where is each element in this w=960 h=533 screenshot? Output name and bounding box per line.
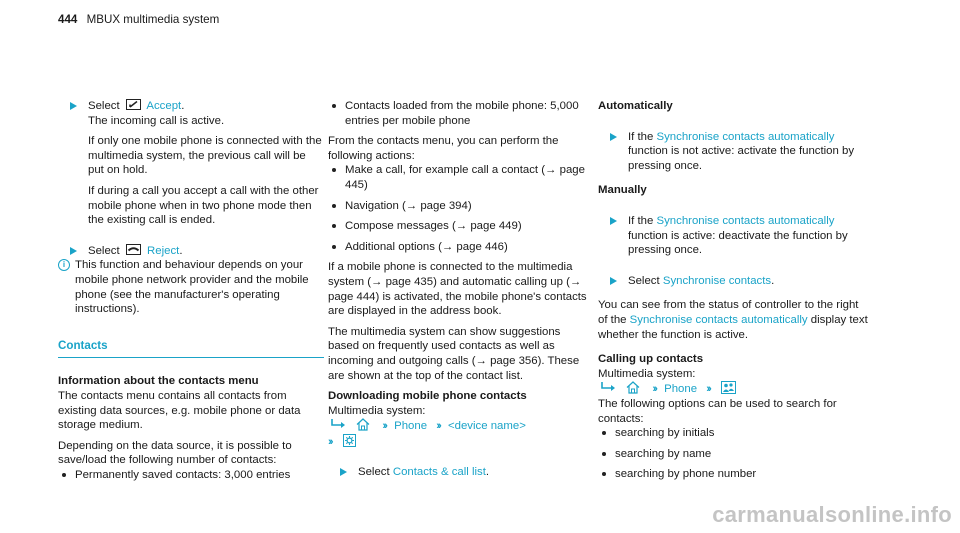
status-text: You can see from the status of controller to the right of the Synchronise contacts automatically display text whether the function is active.: [598, 299, 868, 341]
chevron-right-icon: ››: [328, 435, 332, 448]
info-note: i This function and behaviour depends on your mobile phone network provider and the mobile phone (see the manufacturer's operating instructions).: [58, 258, 324, 316]
ms-label: Multimedia system:: [598, 367, 696, 380]
step-arrow-icon: [610, 277, 617, 285]
list-item: Navigation (→ page 394): [328, 199, 590, 214]
manual-heading: Manually: [598, 184, 647, 197]
reject-label[interactable]: Reject: [147, 244, 180, 257]
list-item: Permanently saved contacts: 3,000 entries: [58, 468, 324, 483]
ms-label: Multimedia system:: [328, 404, 426, 417]
list-item: searching by initials: [598, 426, 868, 441]
download-heading: Downloading mobile phone contacts: [328, 390, 527, 403]
step-arrow-icon: [70, 247, 77, 255]
following-text: The following options can be used to search for contacts:: [598, 397, 837, 425]
step-auto: If the Synchronise contacts automatically function is not active: activate the function by pressing once.: [598, 130, 868, 174]
auto-heading: Automatically: [598, 100, 673, 112]
contacts-icon: [721, 381, 736, 394]
sync-contacts-label[interactable]: Synchronise contacts: [662, 274, 772, 287]
list-item: searching by name: [598, 447, 868, 462]
page-header-title: MBUX multimedia system: [86, 13, 220, 26]
home-icon: [626, 381, 640, 394]
column-3: [598, 99, 868, 482]
settings-icon: [343, 434, 356, 447]
chevron-right-icon: ››: [382, 420, 386, 433]
step-reject: Select Reject.: [58, 244, 324, 259]
page-header: [58, 13, 219, 28]
accept-desc: The incoming call is active.: [88, 114, 225, 127]
column-2: [328, 99, 590, 480]
contacts-call-list-label[interactable]: Contacts & call list: [392, 466, 486, 479]
accept-call-icon: [126, 99, 141, 110]
sync-auto-label[interactable]: Synchronise contacts automatically: [656, 214, 835, 227]
step-arrow-icon: [340, 468, 347, 476]
path-phone[interactable]: Phone: [394, 420, 428, 433]
info-heading: Information about the contacts menu: [58, 375, 259, 388]
info-icon: i: [58, 259, 70, 271]
column-1: [58, 99, 324, 482]
path-phone[interactable]: Phone: [664, 383, 698, 396]
nav-path-cont: [328, 434, 590, 450]
chevron-right-icon: ››: [652, 383, 656, 396]
step-arrow-icon: [70, 102, 77, 110]
home-icon: [356, 418, 370, 431]
step-arrow-icon: [610, 133, 617, 141]
suggest-text: The multimedia system can show suggestions based on frequently used contacts as well as incoming and outgoing calls (→ page 356). These are shown at the top of the contact list.: [328, 325, 580, 382]
chevron-right-icon: ››: [436, 420, 440, 433]
step-manual: If the Synchronise contacts automatically function is active: deactivate the function by pressing once.: [598, 214, 868, 258]
list-item: Additional options (→ page 446): [328, 240, 590, 255]
reject-call-icon: [126, 244, 141, 255]
nav-path: [598, 381, 868, 397]
path-arrow-icon: [601, 382, 616, 392]
list-item: Make a call, for example call a contact (→ page 445): [328, 163, 590, 192]
page-number: 444: [58, 13, 78, 26]
para-two-phone: If during a call you accept a call with the other mobile phone when in two phone mode then the existing call is ended.: [88, 184, 319, 227]
chevron-right-icon: ››: [706, 383, 710, 396]
calling-heading: Calling up contacts: [598, 353, 704, 366]
section-title-contacts: Contacts: [58, 339, 324, 359]
path-device[interactable]: <device name>: [447, 420, 526, 433]
list-item: Contacts loaded from the mobile phone: 5,000 entries per mobile phone: [328, 99, 590, 128]
info-text: The contacts menu contains all contacts from existing data sources, e.g. mobile phone or data storage medium.: [58, 389, 301, 432]
accept-label[interactable]: Accept: [146, 100, 182, 112]
from-menu-text: From the contacts menu, you can perform the following actions:: [328, 135, 559, 162]
list-item: searching by phone number: [598, 467, 868, 482]
sync-auto-label[interactable]: Synchronise contacts automatically: [656, 130, 835, 143]
step-sync-contacts: Select Synchronise contacts.: [598, 274, 868, 289]
step-accept: Select Accept. The incoming call is active. If only one mobile phone is connected with the multimedia system, the previous call will be put on hold. If during a call you accept a call with the other mobile phone when in two phone mode then the existing call is ended.: [58, 99, 324, 228]
nav-path: [328, 418, 590, 434]
list-item: Compose messages (→ page 449): [328, 219, 590, 234]
sync-auto-label[interactable]: Synchronise contacts automatically: [629, 313, 808, 326]
connected-text: If a mobile phone is connected to the multimedia system (→ page 435) and automatic calling up (→ page 444) is activated, the mobile phone's contacts are displayed in the address book.: [328, 261, 587, 318]
depending-text: Depending on the data source, it is possible to save/load the following number of contacts:: [58, 439, 292, 467]
step-text: Select: [88, 100, 120, 112]
step-select-contacts: Select Contacts & call list.: [328, 465, 590, 480]
para-hold: If only one mobile phone is connected with the multimedia system, the previous call will be put on hold.: [88, 135, 322, 177]
watermark: carmanualsonline.info: [712, 502, 952, 528]
step-arrow-icon: [610, 217, 617, 225]
path-arrow-icon: [331, 419, 346, 429]
